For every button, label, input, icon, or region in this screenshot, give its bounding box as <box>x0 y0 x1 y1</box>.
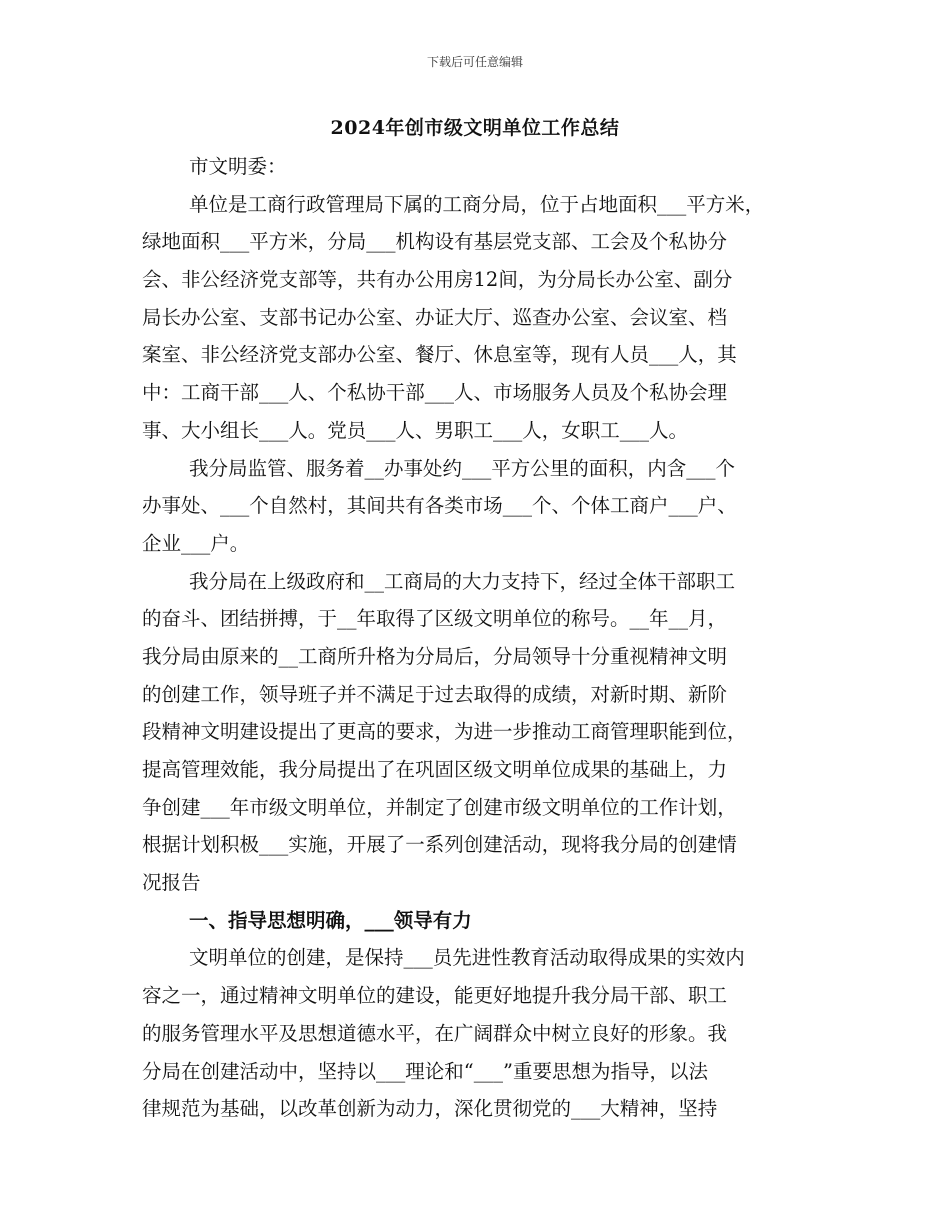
text-line: 会、非公经济党支部等，共有办公用房12间，为分局长办公室、副分 <box>142 268 733 292</box>
text-line: 案室、非公经济党支部办公室、餐厅、休息室等，现有人员___人，其 <box>142 343 737 367</box>
text-line: 我分局在上级政府和__工商局的大力支持下，经过全体干部职工 <box>189 569 736 593</box>
text-line: 律规范为基础，以改革创新为动力，深化贯彻党的___大精神，坚持 <box>142 1097 718 1121</box>
text-line: 段精神文明建设提出了更高的要求，为进一步推动工商管理职能到位， <box>142 720 747 744</box>
page-header-note: 下载后可任意编辑 <box>426 55 523 69</box>
document-body <box>142 148 810 1128</box>
text-line: 企业___户。 <box>142 531 250 555</box>
text-line: 容之一，通过精神文明单位的建设，能更好地提升我分局干部、职工 <box>142 984 728 1008</box>
text-line: 提高管理效能，我分局提出了在巩固区级文明单位成果的基础上，力 <box>142 758 728 781</box>
text-line: 我分局监管、服务着__办事处约___平方公里的面积，内含___个 <box>189 456 736 480</box>
text-line: 办事处、___个自然村，其间共有各类市场___个、个体工商户___户、 <box>142 494 737 518</box>
text-line: 的服务管理水平及思想道德水平，在广阔群众中树立良好的形象。我 <box>142 1021 728 1045</box>
text-line: 事、大小组长___人。党员___人、男职工___人，女职工___人。 <box>142 418 689 442</box>
document-title: 2024年创市级文明单位工作总结 <box>330 117 620 139</box>
text-line: 中：工商干部___人、个私协干部___人、市场服务人员及个私协会理 <box>142 381 728 405</box>
text-line: 根据计划积极___实施，开展了一系列创建活动，现将我分局的创建情 <box>142 833 737 857</box>
section-heading: 一、指导思想明确，___领导有力 <box>189 908 472 932</box>
text-line: 的创建工作，领导班子并不满足于过去取得的成绩，对新时期、新阶 <box>142 682 728 706</box>
text-line: 分局在创建活动中，坚持以___理论和“___”重要思想为指导，以法 <box>142 1059 708 1083</box>
text-line: 文明单位的创建，是保持___员先进性教育活动取得成果的实效内 <box>189 946 745 970</box>
text-line: 单位是工商行政管理局下属的工商分局，位于占地面积___平方米， <box>189 192 765 216</box>
text-line: 局长办公室、支部书记办公室、办证大厅、巡查办公室、会议室、档 <box>142 305 728 329</box>
text-line: 争创建___年市级文明单位，并制定了创建市级文明单位的工作计划， <box>142 795 737 819</box>
text-line: 况报告 <box>142 871 201 895</box>
text-line: 市文明委： <box>189 155 287 178</box>
text-line: 绿地面积___平方米，分局___机构设有基层党支部、工会及个私协分 <box>142 230 728 254</box>
text-line: 的奋斗、团结拼搏，于__年取得了区级文明单位的称号。__年__月， <box>142 607 728 631</box>
text-line: 我分局由原来的__工商所升格为分局后，分局领导十分重视精神文明 <box>142 644 728 668</box>
